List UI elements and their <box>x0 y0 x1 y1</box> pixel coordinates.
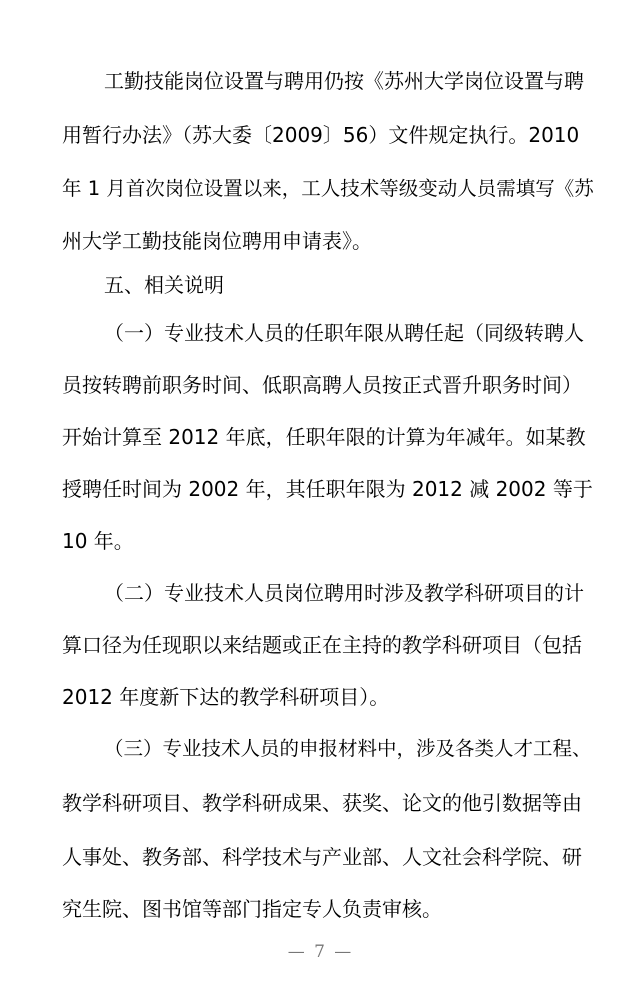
paragraph-line: 人事处、教务部、科学技术与产业部、人文社会科学院、研 <box>62 845 582 869</box>
paragraph-line: （三）专业技术人员的申报材料中，涉及各类人才工程、 <box>104 737 592 760</box>
paragraph-line: 用暂行办法》（苏大委〔2009〕56）文件规定执行。2010 <box>62 123 580 147</box>
paragraph-line: 州大学工勤技能岗位聘用申请表》。 <box>62 229 372 253</box>
page-number: — 7 — <box>287 942 354 962</box>
paragraph-line: 授聘任时间为 2002 年，其任职年限为 2012 减 2002 等于 <box>62 477 593 501</box>
paragraph-line: 算口径为任现职以来结题或正在主持的教学科研项目（包括 <box>62 633 582 657</box>
paragraph-line: （二）专业技术人员岗位聘用时涉及教学科研项目的计 <box>104 581 584 605</box>
paragraph-line: 开始计算至 2012 年底，任职年限的计算为年减年。如某教 <box>62 425 586 449</box>
paragraph-line: 教学科研项目、教学科研成果、获奖、论文的他引数据等由 <box>62 791 582 815</box>
paragraph-line: 2012 年度新下达的教学科研项目）。 <box>62 685 390 709</box>
paragraph-line: 10 年。 <box>62 529 134 553</box>
section-heading: 五、相关说明 <box>104 273 224 297</box>
paragraph-line: 年 1 月首次岗位设置以来，工人技术等级变动人员需填写《苏 <box>62 177 594 200</box>
paragraph-line: 工勤技能岗位设置与聘用仍按《苏州大学岗位设置与聘 <box>104 69 584 93</box>
paragraph-line: 员按转聘前职务时间、低职高聘人员按正式晋升职务时间） <box>62 373 582 397</box>
paragraph-line: 究生院、图书馆等部门指定专人负责审核。 <box>62 897 442 921</box>
paragraph-line: （一）专业技术人员的任职年限从聘任起（同级转聘人 <box>104 321 584 345</box>
